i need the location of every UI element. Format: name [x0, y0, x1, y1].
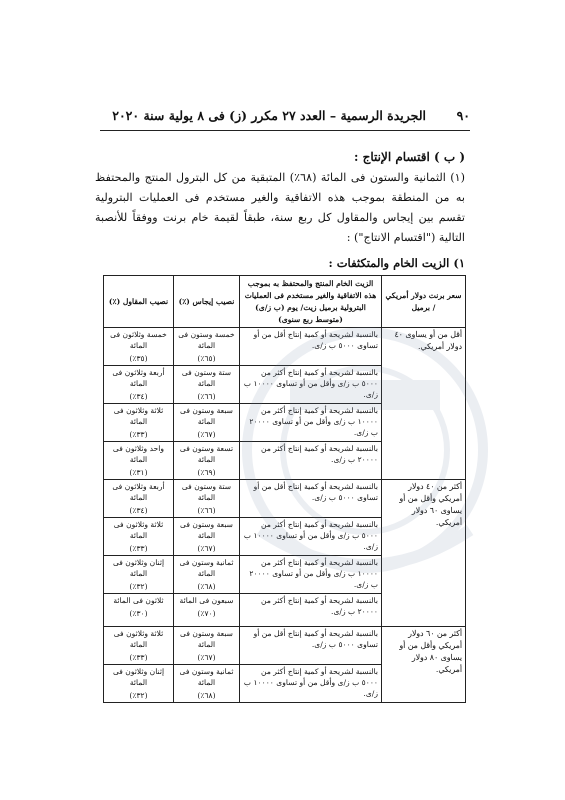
egas-share-text: سبعة وستون فى المائة — [180, 520, 233, 540]
egas-share-percent: (٦٧٪) — [197, 653, 216, 662]
egas-share — [174, 556, 240, 594]
contractor-share-percent: (٣١٪) — [129, 468, 148, 477]
contractor-share-percent: (٣٢٪) — [129, 582, 148, 591]
contractor-share-percent: (٣٣٪) — [129, 544, 148, 553]
contractor-share — [104, 556, 174, 594]
contractor-share-text: أربعة وثلاثون فى المائة — [112, 482, 165, 502]
egas-share-percent: (٦٦٪) — [197, 392, 216, 401]
contractor-share-percent: (٣٠٪) — [129, 609, 148, 618]
egas-share-text: خمسة وستون فى المائة — [178, 330, 235, 350]
gazette-title: الجريدة الرسمية – العدد ٢٧ مكرر (ز) فى ٨ يولية سنة ٢٠٢٠ — [112, 108, 426, 123]
contractor-share — [104, 480, 174, 518]
egas-share-text: ستة وستون فى المائة — [181, 482, 232, 502]
contractor-share — [104, 627, 174, 665]
brent-price-range: أكثر من ٦٠ دولار أمريكي وأقل من أو يساوى ٨٠ دولار أمريكي. — [382, 627, 466, 703]
egas-share-text: سبعة وستون فى المائة — [180, 629, 233, 649]
header-egas-share: نصيب إيجاس (٪) — [174, 276, 240, 328]
contractor-share-text: ثلاثة وثلاثون فى المائة — [113, 520, 164, 540]
contractor-share-text: إثنان وثلاثون فى المائة — [112, 667, 165, 687]
production-sharing-table — [103, 275, 466, 703]
contractor-share-percent: (٣٤٪) — [129, 506, 148, 515]
header-production: الزيت الخام المنتج والمحتفظ به بموجب هذه الاتفاقية والغير مستخدم فى العمليات البترولية برميل زيت/ يوم (ب ز/ى) (متوسط ربع سنوى) — [240, 276, 382, 328]
contractor-share-percent: (٣٢٪) — [129, 691, 148, 700]
egas-share-text: سبعون فى المائة — [179, 596, 234, 605]
egas-share-text: ثمانية وستون فى المائة — [179, 558, 234, 578]
contractor-share-text: واحد وثلاثون فى المائة — [112, 444, 165, 464]
egas-share-percent: (٦٧٪) — [197, 430, 216, 439]
egas-share-text: ستة وستون فى المائة — [181, 368, 232, 388]
header-brent-price: سعر برنت دولار أمريكي / برميل — [382, 276, 466, 328]
contractor-share-text: خمسة وثلاثون فى المائة — [110, 330, 167, 350]
brent-price-range: أقل من أو يساوى ٤٠ دولار أمريكي. — [382, 328, 466, 480]
egas-share — [174, 627, 240, 665]
production-bracket: بالنسبة لشريحة أو كمية إنتاج أكثر من ١٠٠٠٠ ب ز/ى وأقل من أو تساوى ٢٠٠٠٠ ب ز/ى. — [240, 404, 382, 442]
egas-share — [174, 594, 240, 627]
table-row — [104, 328, 466, 366]
production-bracket: بالنسبة لشريحة أو كمية إنتاج أكثر من ٢٠٠٠٠ ب ز/ى. — [240, 594, 382, 627]
egas-share-percent: (٦٨٪) — [197, 582, 216, 591]
egas-share — [174, 665, 240, 703]
brent-price-range: أكثر من ٤٠ دولار أمريكي وأقل من أو يساوى ٦٠ دولار أمريكي. — [382, 480, 466, 627]
contractor-share — [104, 404, 174, 442]
egas-share — [174, 442, 240, 480]
production-bracket: بالنسبة لشريحة أو كمية إنتاج أكثر من ٢٠٠٠٠ ب ز/ى. — [240, 442, 382, 480]
egas-share-text: ثمانية وستون فى المائة — [179, 667, 234, 687]
production-bracket: بالنسبة لشريحة أو كمية إنتاج أكثر من ٥٠٠٠ ب ز/ى وأقل من أو تساوى ١٠٠٠٠ ب ز/ى. — [240, 665, 382, 703]
egas-share — [174, 404, 240, 442]
egas-share-text: سبعة وستون فى المائة — [180, 406, 233, 426]
page-header — [100, 108, 470, 128]
contractor-share-text: ثلاثة وثلاثون فى المائة — [113, 406, 164, 426]
production-bracket: بالنسبة لشريحة أو كمية إنتاج أكثر من ٥٠٠٠ ب ز/ى وأقل من أو تساوى ١٠٠٠٠ ب ز/ى. — [240, 518, 382, 556]
contractor-share — [104, 328, 174, 366]
egas-share-percent: (٦٥٪) — [197, 354, 216, 363]
contractor-share-percent: (٣٤٪) — [129, 392, 148, 401]
production-bracket: بالنسبة لشريحة أو كمية إنتاج أكثر من ٥٠٠٠ ب ز/ى وأقل من أو تساوى ١٠٠٠٠ ب ز/ى. — [240, 366, 382, 404]
contractor-share-percent: (٣٣٪) — [129, 430, 148, 439]
contractor-share-text: ثلاثون فى المائة — [113, 596, 164, 605]
table-row — [104, 627, 466, 665]
contractor-share-text: أربعة وثلاثون فى المائة — [112, 368, 165, 388]
header-rule — [100, 130, 470, 131]
contractor-share — [104, 518, 174, 556]
contractor-share — [104, 665, 174, 703]
sub-heading: ١) الزيت الخام والمتكثفات : — [328, 256, 465, 270]
egas-share-text: تسعة وستون فى المائة — [179, 444, 234, 464]
production-bracket: بالنسبة لشريحة أو كمية إنتاج أقل من أو تساوى ٥٠٠٠ ب ز/ى. — [240, 328, 382, 366]
table-row — [104, 480, 466, 518]
contractor-share-text: إثنان وثلاثون فى المائة — [112, 558, 165, 578]
egas-share — [174, 328, 240, 366]
contractor-share — [104, 594, 174, 627]
egas-share-percent: (٦٧٪) — [197, 544, 216, 553]
header-contractor-share: نصيب المقاول (٪) — [104, 276, 174, 328]
page-number: ٩٠ — [456, 108, 470, 123]
egas-share-percent: (٦٩٪) — [197, 468, 216, 477]
table-header-row — [104, 276, 466, 328]
contractor-share-percent: (٣٣٪) — [129, 653, 148, 662]
egas-share — [174, 366, 240, 404]
table-body — [104, 328, 466, 703]
contractor-share-text: ثلاثة وثلاثون فى المائة — [113, 629, 164, 649]
contractor-share — [104, 442, 174, 480]
egas-share-percent: (٦٨٪) — [197, 691, 216, 700]
contractor-share-percent: (٣٥٪) — [129, 354, 148, 363]
egas-share-percent: (٦٦٪) — [197, 506, 216, 515]
production-bracket: بالنسبة لشريحة أو كمية إنتاج أقل من أو تساوى ٥٠٠٠ ب ز/ى. — [240, 480, 382, 518]
egas-share-percent: (٧٠٪) — [197, 609, 216, 618]
contractor-share — [104, 366, 174, 404]
production-bracket: بالنسبة لشريحة أو كمية إنتاج أقل من أو تساوى ٥٠٠٠ ب ز/ى. — [240, 627, 382, 665]
egas-share — [174, 480, 240, 518]
egas-share — [174, 518, 240, 556]
section-paragraph: (١) الثمانية والستون فى المائة (٦٨٪) المتبقية من كل البترول المنتج والمحتفظ به من المنطقة بموجب هذه الاتفاقية والغير مستخدم فى العمليات البترولية تقسم بين إيجاس والمقاول كل ربع سنة، طبقاً لقيمة خام برنت ووفقاً للأنصبة التالية ("اقتسام الانتاج") : — [95, 171, 466, 244]
section-heading: ( ب ) اقتسام الإنتاج : — [354, 150, 465, 164]
production-bracket: بالنسبة لشريحة أو كمية إنتاج أكثر من ١٠٠٠٠ ب ز/ى وأقل من أو تساوى ٢٠٠٠٠ ب ز/ى. — [240, 556, 382, 594]
